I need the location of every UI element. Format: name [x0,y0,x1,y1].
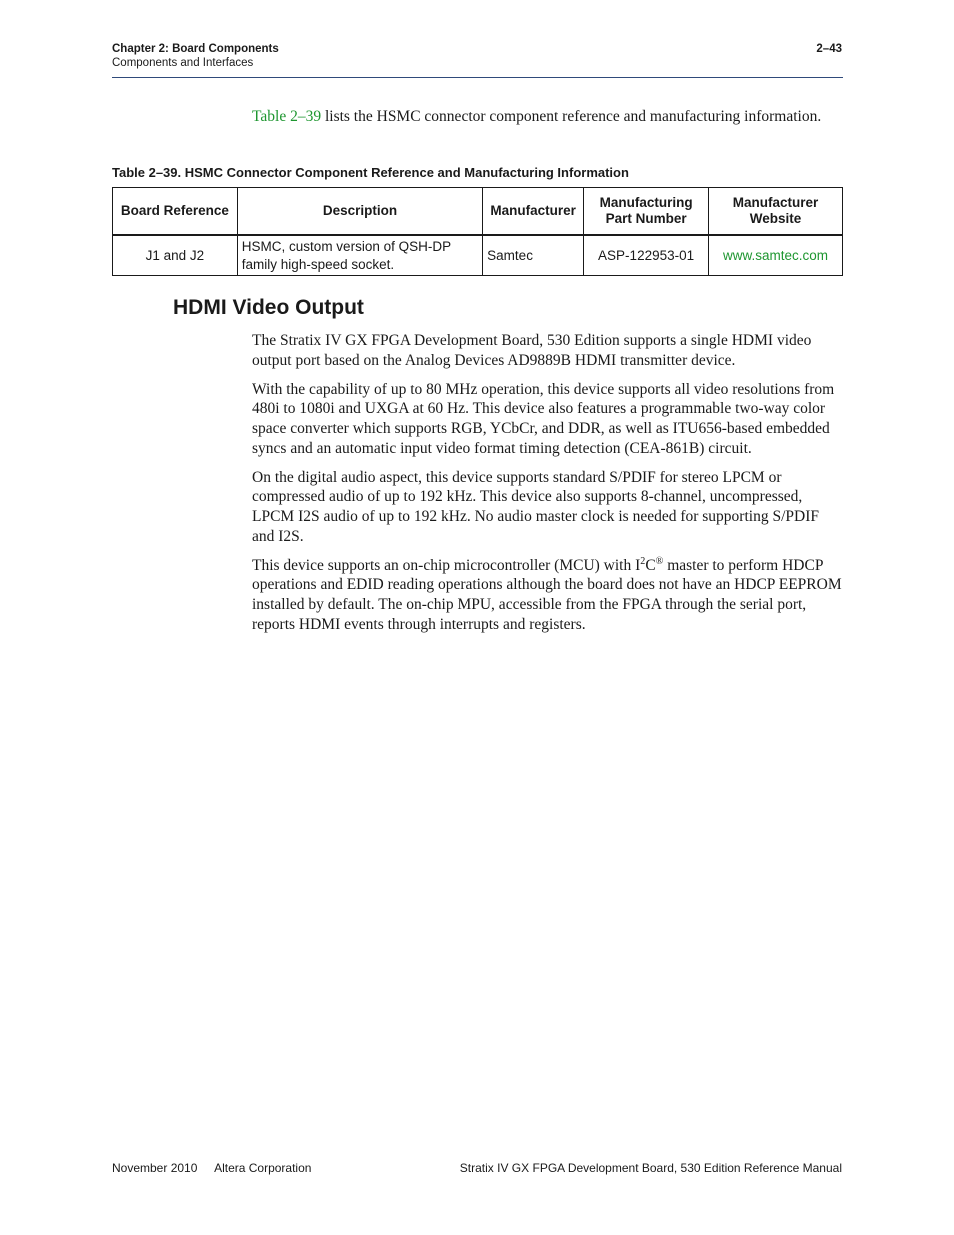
chapter-title: Chapter 2: Board Components [112,43,279,55]
samtec-website-link[interactable]: www.samtec.com [723,247,829,263]
cell-board-reference: J1 and J2 [113,235,238,276]
section-heading: HDMI Video Output [173,296,364,319]
table-row [113,235,843,276]
cell-description: HSMC, custom version of QSH-DP family high-speed socket. [237,235,482,276]
page-footer [112,1161,842,1175]
paragraph-3: On the digital audio aspect, this device supports standard S/PDIF for stereo LPCM or compressed audio of up to 192 kHz. This device also supports 8-channel, uncompressed, LPCM I2S audio of up to 192 kHz. No audio master clock is needed for supporting S/PDIF and I2S. [252,468,819,545]
cell-part-number: ASP-122953-01 [584,235,709,276]
table-caption: Table 2–39. HSMC Connector Component Reference and Manufacturing Information [112,165,629,180]
table-link[interactable]: Table 2–39 [252,108,322,125]
col-header-website: Manufacturer Website [709,188,843,236]
section-body [252,331,844,644]
page-header [112,43,842,69]
page-number: 2–43 [816,43,842,55]
col-header-description: Description [237,188,482,236]
col-header-part-number: Manufacturing Part Number [584,188,709,236]
col-header-manufacturer: Manufacturer [483,188,584,236]
paragraph-1: The Stratix IV GX FPGA Development Board, 530 Edition supports a single HDMI video output port based on the Analog Devices AD9889B HDMI transmitter device. [252,332,812,369]
table-header-row [113,188,843,236]
cell-manufacturer: Samtec [483,235,584,276]
paragraph-4: This device supports an on-chip microcontroller (MCU) with $I^2C®$ master to perform HDCP operations and EDID reading operations although the board does not have an HDCP EEPROM installed by default. The on-chip MPU, accessible from the FPGA through the serial port, reports HDMI events through interrupts and registers. [252,555,842,633]
footer-company: Altera Corporation [214,1161,312,1175]
intro-text: lists the HSMC connector component reference and manufacturing information. [321,108,822,125]
footer-date: November 2010 [112,1161,198,1175]
header-divider [112,77,843,78]
section-subtitle: Components and Interfaces [112,57,254,69]
footer-manual-title: Stratix IV GX FPGA Development Board, 530 Edition Reference Manual [459,1161,842,1175]
col-header-board-reference: Board Reference [113,188,238,236]
paragraph-2: With the capability of up to 80 MHz operation, this device supports all video resolutions from 480i to 1080i and UXGA at 60 Hz. This device also features a programmable two-way color space converter which supports RGB, YCbCr, and DDR, as well as ITU656-based embedded syncs and an automatic input video format timing detection (CEA-861B) circuit. [252,380,835,457]
hsmc-connector-table [112,187,843,276]
intro-paragraph [252,107,844,136]
cell-website [709,235,843,276]
